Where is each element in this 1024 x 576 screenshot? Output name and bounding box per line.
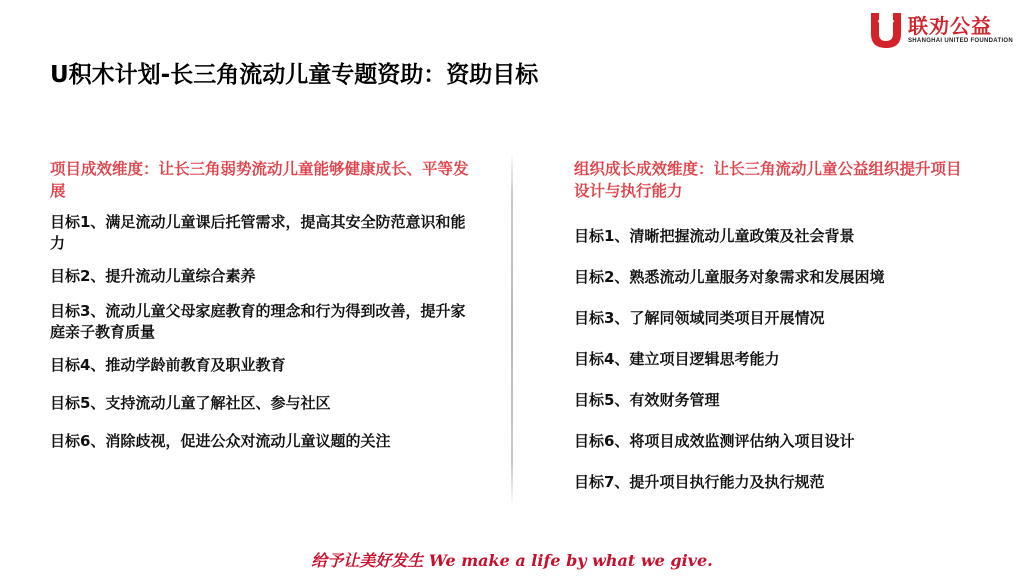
left-goal-3: 目标3、流动儿童父母家庭教育的理念和行为得到改善，提升家庭亲子教育质量 [50, 302, 466, 341]
right-goal-3: 目标3、了解同领域同类项目开展情况 [574, 309, 825, 327]
right-goal-4: 目标4、建立项目逻辑思考能力 [574, 350, 780, 368]
slogan: 给予让美好发生 We make a life by what we give. [311, 551, 713, 570]
left-column [50, 158, 480, 452]
left-goal-5: 目标5、支持流动儿童了解社区、参与社区 [50, 394, 331, 412]
left-goal-2: 目标2、提升流动儿童综合素养 [50, 267, 256, 285]
right-column [574, 158, 974, 493]
left-goal-6: 目标6、消除歧视，促进公众对流动儿童议题的关注 [50, 432, 391, 450]
logo-subtitle: SHANGHAI UNITED FOUNDATION [908, 38, 1014, 44]
left-heading: 项目成效维度：让长三角弱势流动儿童能够健康成长、平等发展 [50, 160, 469, 200]
right-goal-7: 目标7、提升项目执行能力及执行规范 [574, 473, 825, 491]
page-title: U积木计划-长三角流动儿童专题资助：资助目标 [50, 62, 539, 88]
column-divider [511, 152, 513, 507]
right-goal-5: 目标5、有效财务管理 [574, 391, 720, 409]
right-goal-1: 目标1、清晰把握流动儿童政策及社会背景 [574, 227, 855, 245]
right-goal-6: 目标6、将项目成效监测评估纳入项目设计 [574, 432, 855, 450]
logo-name: 联劝公益 [908, 14, 992, 38]
left-goal-4: 目标4、推动学龄前教育及职业教育 [50, 356, 286, 374]
left-goal-1: 目标1、满足流动儿童课后托管需求，提高其安全防范意识和能力 [50, 213, 466, 252]
right-heading: 组织成长成效维度：让长三角流动儿童公益组织提升项目设计与执行能力 [574, 160, 962, 200]
foundation-logo [868, 8, 1018, 54]
u-logo-icon [868, 10, 904, 50]
right-goal-2: 目标2、熟悉流动儿童服务对象需求和发展困境 [574, 268, 885, 286]
